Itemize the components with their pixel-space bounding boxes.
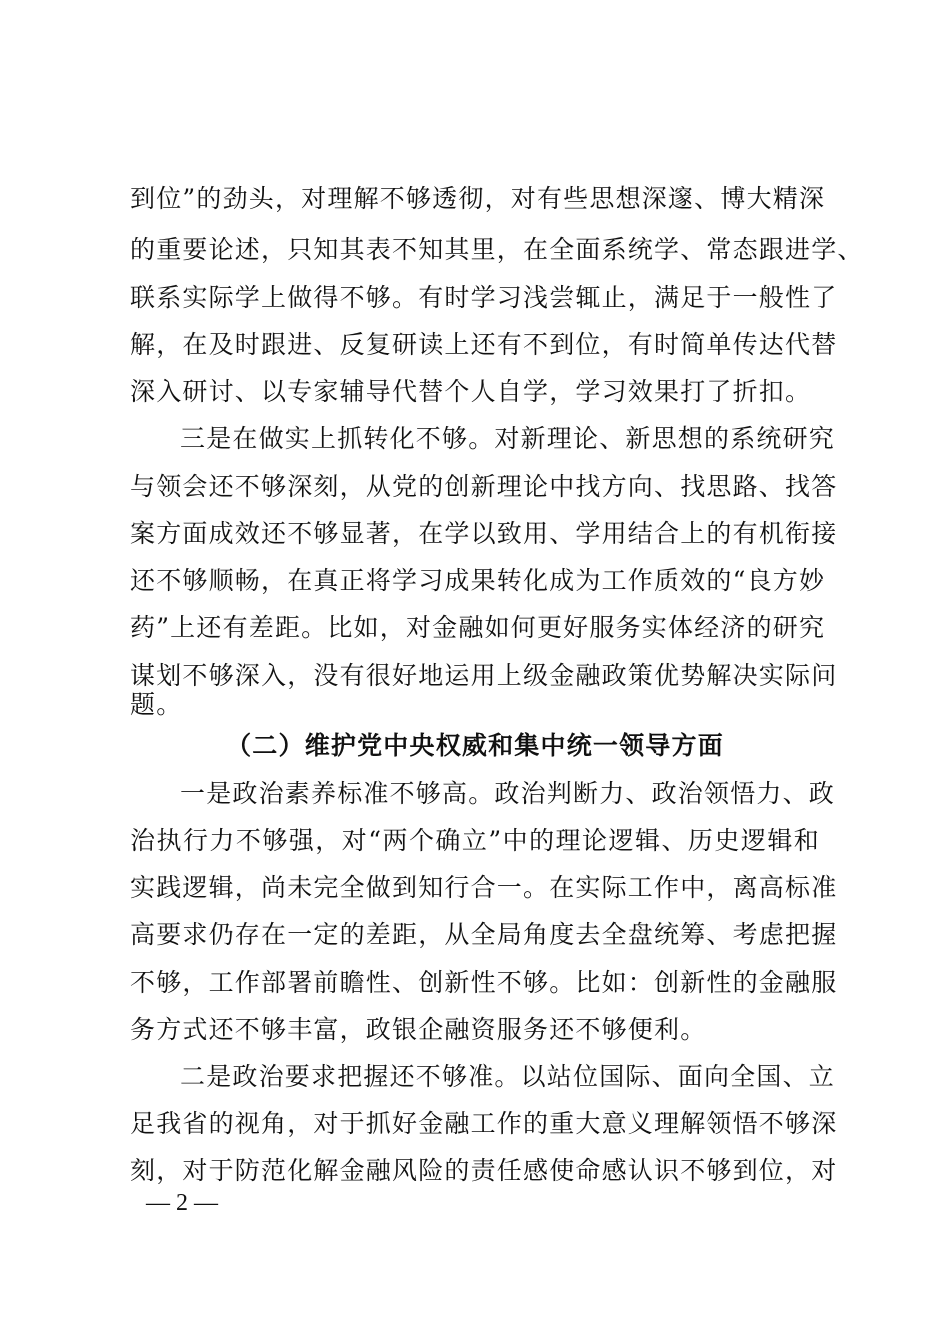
body-text-line: 联系实际学上做得不够。有时学习浅尝辄止，满足于一般性了	[130, 283, 838, 312]
body-text-line: 谋划不够深入，没有很好地运用上级金融政策优势解决实际问	[130, 661, 838, 690]
body-text-line: 药”上还有差距。比如，对金融如何更好服务实体经济的研究	[130, 613, 826, 642]
section-heading: （二）维护党中央权威和集中统一领导方面	[226, 731, 724, 760]
paragraph-first-line: 二是政治要求把握还不够准。以站位国际、面向全国、立	[180, 1062, 836, 1091]
body-text-line: 足我省的视角，对于抓好金融工作的重大意义理解领悟不够深	[130, 1109, 838, 1138]
paragraph-first-line: 三是在做实上抓转化不够。对新理论、新思想的系统研究	[180, 424, 836, 453]
body-text-line: 不够，工作部署前瞻性、创新性不够。比如：创新性的金融服	[130, 968, 838, 997]
body-text-line: 案方面成效还不够显著，在学以致用、学用结合上的有机衔接	[130, 519, 838, 548]
body-text-line: 治执行力不够强，对“两个确立”中的理论逻辑、历史逻辑和	[130, 826, 820, 855]
body-text-line: 务方式还不够丰富，政银企融资服务还不够便利。	[130, 1015, 707, 1044]
body-text-line: 解，在及时跟进、反复研读上还有不到位，有时简单传达代替	[130, 330, 838, 359]
body-text-line: 实践逻辑，尚未完全做到知行合一。在实际工作中，离高标准	[130, 873, 838, 902]
body-text-line: 的重要论述，只知其表不知其里，在全面系统学、常态跟进学、	[130, 235, 864, 264]
body-text-line: 还不够顺畅，在真正将学习成果转化成为工作质效的“良方妙	[130, 566, 826, 595]
body-text-line: 到位”的劲头，对理解不够透彻，对有些思想深邃、博大精深	[130, 184, 826, 213]
paragraph-first-line: 一是政治素养标准不够高。政治判断力、政治领悟力、政	[180, 779, 836, 808]
body-text-line: 深入研讨、以专家辅导代替个人自学，学习效果打了折扣。	[130, 377, 812, 406]
body-text-line: 高要求仍存在一定的差距，从全局角度去全盘统筹、考虑把握	[130, 920, 838, 949]
page-number: — 2 —	[146, 1190, 218, 1216]
body-text-line: 与领会还不够深刻，从党的创新理论中找方向、找思路、找答	[130, 472, 838, 501]
body-text-line: 刻，对于防范化解金融风险的责任感使命感认识不够到位，对	[130, 1156, 838, 1185]
body-text-line: 题。	[130, 690, 183, 719]
